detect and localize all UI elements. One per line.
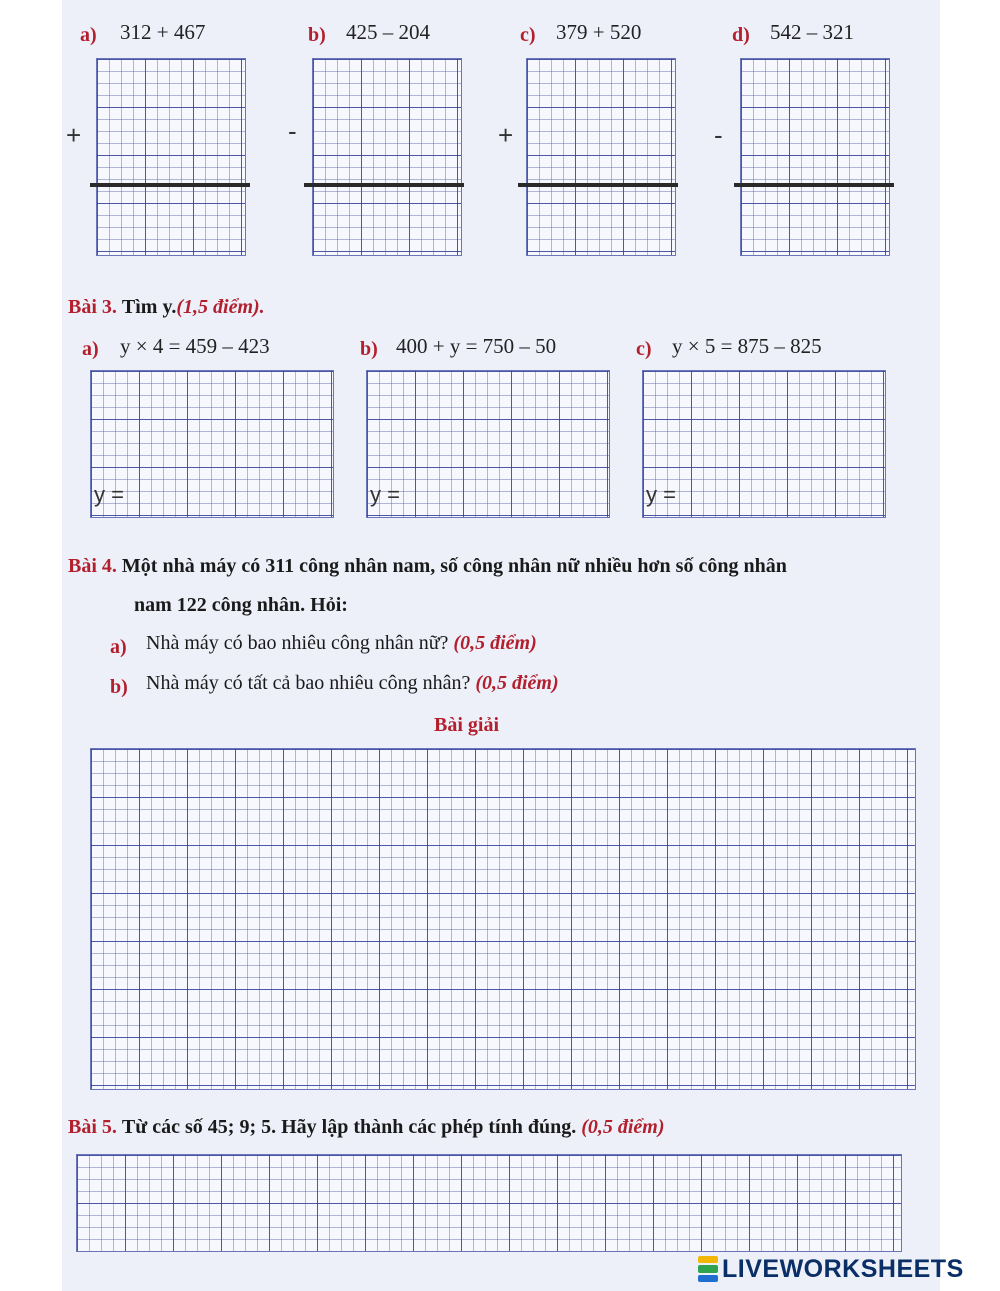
ex4-b-question <box>146 672 559 695</box>
ex2-a-result-line <box>90 183 250 187</box>
ex4-title: Bài 4. <box>68 555 117 577</box>
ex4-b-points: (0,5 điểm) <box>475 672 559 694</box>
ex2-b-expression: 425 – 204 <box>346 20 430 44</box>
ex5-answer-grid[interactable] <box>76 1154 902 1252</box>
ex2-d-answer-grid[interactable] <box>740 58 890 256</box>
ex3-b-answer-label: y = <box>370 482 400 507</box>
ex5-heading <box>68 1116 665 1139</box>
ex2-c-result-line <box>518 183 678 187</box>
ex2-a-label: a) <box>80 24 97 46</box>
ex2-a-expression: 312 + 467 <box>120 20 206 44</box>
ex4-a-question <box>146 632 537 655</box>
ex3-points: (1,5 điểm). <box>176 296 265 318</box>
ex3-a-answer-label: y = <box>94 482 124 507</box>
ex3-a-answer-grid[interactable] <box>90 370 334 518</box>
ex2-d-expression: 542 – 321 <box>770 20 854 44</box>
ex3-c-answer-label: y = <box>646 482 676 507</box>
ex4-a-text: Nhà máy có bao nhiêu công nhân nữ? <box>146 632 449 654</box>
ex5-text: Từ các số 45; 9; 5. Hãy lập thành các phép tính đúng. <box>121 1116 577 1138</box>
ex3-b-expression: 400 + y = 750 – 50 <box>396 334 557 358</box>
ex2-c-answer-grid[interactable] <box>526 58 676 256</box>
ex3-c-expression: y × 5 = 875 – 825 <box>672 334 822 358</box>
ex4-line2: nam 122 công nhân. Hỏi: <box>134 594 348 616</box>
ex4-line1: Một nhà máy có 311 công nhân nam, số công nhân nữ nhiều hơn số công nhân <box>121 555 787 577</box>
ex4-solution-heading: Bài giải <box>434 714 500 736</box>
ex3-a-expression: y × 4 = 459 – 423 <box>120 334 270 358</box>
ex2-c-expression: 379 + 520 <box>556 20 642 44</box>
ex3-a-label: a) <box>82 338 99 360</box>
logo-mark-icon <box>698 1255 718 1283</box>
ex2-b-result-line <box>304 183 464 187</box>
ex5-points: (0,5 điểm) <box>581 1116 665 1138</box>
ex2-d-sign: - <box>714 120 723 150</box>
ex3-c-answer-grid[interactable] <box>642 370 886 518</box>
ex3-b-label: b) <box>360 338 378 360</box>
ex2-c-label: c) <box>520 24 536 46</box>
ex3-text: Tìm y. <box>121 296 177 318</box>
ex2-d-label: d) <box>732 24 750 46</box>
ex2-b-sign: - <box>288 116 297 146</box>
logo-text: LIVEWORKSHEETS <box>722 1254 964 1283</box>
ex4-statement-line1 <box>68 555 918 578</box>
ex2-d-result-line <box>734 183 894 187</box>
ex3-heading <box>68 296 265 319</box>
ex4-b-text: Nhà máy có tất cả bao nhiêu công nhân? <box>146 672 471 694</box>
ex4-b-label: b) <box>110 676 128 698</box>
ex3-title: Bài 3. <box>68 296 117 318</box>
ex2-c-sign: + <box>498 120 514 150</box>
ex2-b-answer-grid[interactable] <box>312 58 462 256</box>
ex3-b-answer-grid[interactable] <box>366 370 610 518</box>
ex2-b-label: b) <box>308 24 326 46</box>
ex4-a-label: a) <box>110 636 127 658</box>
ex2-a-answer-grid[interactable] <box>96 58 246 256</box>
ex3-c-label: c) <box>636 338 652 360</box>
liveworksheets-logo <box>698 1254 964 1284</box>
ex4-solution-grid[interactable] <box>90 748 916 1090</box>
ex2-a-sign: + <box>66 120 82 150</box>
ex5-title: Bài 5. <box>68 1116 117 1138</box>
ex4-a-points: (0,5 điểm) <box>453 632 537 654</box>
